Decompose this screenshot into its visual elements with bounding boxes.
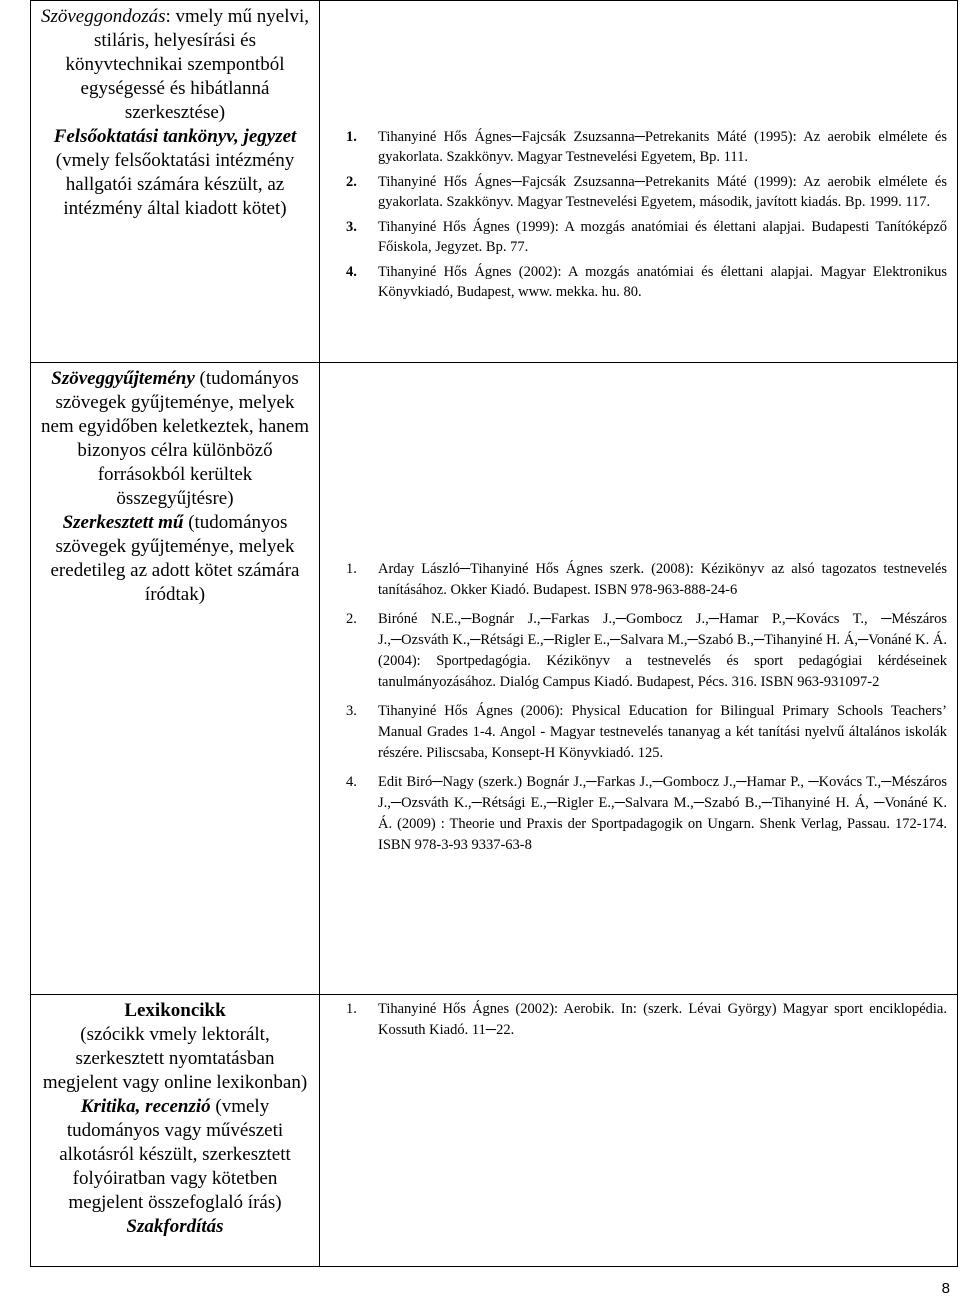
table-row	[31, 1, 958, 363]
table-row	[31, 363, 958, 995]
reference-cell	[320, 1, 958, 363]
reference-cell	[320, 995, 958, 1267]
reference-list	[346, 999, 947, 1041]
reference-item	[346, 262, 947, 302]
category-description: (vmely tudományos vagy művészeti alkotásról készült, szerkesztett folyóiratban vagy kötetben megjelent összefoglaló írás)	[59, 1096, 291, 1213]
reference-number: 1.	[346, 1001, 357, 1017]
reference-number: 4.	[346, 264, 357, 280]
reference-item	[346, 999, 947, 1041]
reference-number: 4.	[346, 774, 357, 790]
category-entry	[37, 511, 313, 607]
reference-item	[346, 772, 947, 856]
reference-number: 1.	[346, 129, 357, 145]
category-cell	[31, 363, 320, 995]
reference-text: Biróné N.E.,─Bognár J.,─Farkas J.,─Gombocz J.,─Hamar P.,─Kovács T., ─Mészáros J.,─Ozsváth K.,─Rétsági E.,─Rigler E.,─Salvara M.,─Szabó B.,─Tihanyiné H. Á,─Vonáné K. Á. (2004): Sportpedagógia. Kézikönyv a testnevelés és sport pedagógiai kérdéseinek tanulmányozásához. Dialóg Campus Kiadó. Budapest, Pécs. 316. ISBN 963-931097-2	[378, 611, 947, 690]
category-title: Felsőoktatási tankönyv, jegyzet	[53, 126, 297, 147]
reference-item	[346, 701, 947, 764]
category-entry	[37, 999, 313, 1023]
category-entry	[37, 1023, 313, 1095]
category-title: Lexikoncikk	[124, 1000, 226, 1021]
reference-text: Edit Biró─Nagy (szerk.) Bognár J.,─Farkas J.,─Gombocz J.,─Hamar P., ─Kovács T.,─Mészáros J.,─Ozsváth K.,─Rétsági E.,─Rigler E.,─Salvara M.,─Szabó B.,─Tihanyiné H. Á, ─Vonáné K. Á. (2009) : Theorie und Praxis der Sportpadagogik on Ungarn. Shenk Verlag, Passau. 172-174. ISBN 978-3-93 9337-63-8	[378, 774, 947, 853]
reference-number: 3.	[346, 219, 357, 235]
category-cell	[31, 1, 320, 363]
category-description: : vmely mű nyelvi, stiláris, helyesírási és könyvtechnikai szempontból egységessé és hibátlanná szerkesztése)	[65, 6, 310, 123]
category-title: Szöveggondozás	[40, 6, 166, 27]
reference-number: 2.	[346, 611, 357, 627]
reference-list	[346, 559, 947, 856]
category-cell	[31, 995, 320, 1267]
category-description: (vmely felsőoktatási intézmény hallgatói számára készült, az intézmény által kiadott kötet)	[55, 150, 295, 219]
category-title: Szerkesztett mű	[62, 512, 184, 533]
bibliography-table	[30, 0, 958, 1267]
reference-item	[346, 609, 947, 693]
reference-number: 2.	[346, 174, 357, 190]
page-number: 8	[941, 1280, 950, 1297]
reference-text: Tihanyiné Hős Ágnes (2006): Physical Education for Bilingual Primary Schools Teachers’ Manual Grades 1-4. Angol - Magyar testnevelés tananyag a két tanítási nyelvű általános iskolák részére. Piliscsaba, Konsept-H Könyvkiadó. 125.	[378, 703, 947, 761]
reference-text: Arday László─Tihanyiné Hős Ágnes szerk. (2008): Kézikönyv az alsó tagozatos testnevelés tanításához. Okker Kiadó. Budapest. ISBN 978-963-888-24-6	[378, 561, 947, 598]
category-title: Szakfordítás	[126, 1216, 224, 1237]
category-entry	[37, 367, 313, 511]
reference-list	[346, 127, 947, 302]
table-row	[31, 995, 958, 1267]
reference-text: Tihanyiné Hős Ágnes (2002): Aerobik. In: (szerk. Lévai György) Magyar sport enciklopédia. Kossuth Kiadó. 11─22.	[378, 1001, 947, 1038]
reference-text: Tihanyiné Hős Ágnes (1999): A mozgás anatómiai és élettani alapjai. Budapesti Tanítóképző Főiskola, Jegyzet. Bp. 77.	[378, 219, 947, 255]
category-entry	[37, 125, 313, 221]
category-entry	[37, 1215, 313, 1239]
category-description: (szócikk vmely lektorált, szerkesztett nyomtatásban megjelent vagy online lexikonban)	[42, 1024, 308, 1093]
reference-number: 3.	[346, 703, 357, 719]
category-entry	[37, 5, 313, 125]
reference-number: 1.	[346, 561, 357, 577]
category-description: (tudományos szövegek gyűjteménye, melyek nem egyidőben keletkeztek, hanem bizonyos célra különböző forrásokból kerültek összegyűjtésre)	[40, 368, 309, 509]
category-title: Szöveggyűjtemény	[51, 368, 195, 389]
reference-text: Tihanyiné Hős Ágnes─Fajcsák Zsuzsanna─Petrekanits Máté (1995): Az aerobik elmélete és gyakorlata. Szakkönyv. Magyar Testnevelési Egyetem, Bp. 111.	[378, 129, 947, 165]
reference-text: Tihanyiné Hős Ágnes (2002): A mozgás anatómiai és élettani alapjai. Magyar Elektronikus Könyvkiadó, Budapest, www. mekka. hu. 80.	[378, 264, 947, 300]
reference-item	[346, 559, 947, 601]
reference-item	[346, 172, 947, 212]
category-entry	[37, 1095, 313, 1215]
reference-item	[346, 127, 947, 167]
reference-text: Tihanyiné Hős Ágnes─Fajcsák Zsuzsanna─Petrekanits Máté (1999): Az aerobik elmélete és gyakorlata. Szakkönyv. Magyar Testnevelési Egyetem, második, javított kiadás. Bp. 1999. 117.	[378, 174, 947, 210]
category-description: (tudományos szövegek gyűjteménye, melyek eredetileg az adott kötet számára íródtak)	[50, 512, 300, 605]
reference-item	[346, 217, 947, 257]
reference-cell	[320, 363, 958, 995]
category-title: Kritika, recenzió	[80, 1096, 211, 1117]
